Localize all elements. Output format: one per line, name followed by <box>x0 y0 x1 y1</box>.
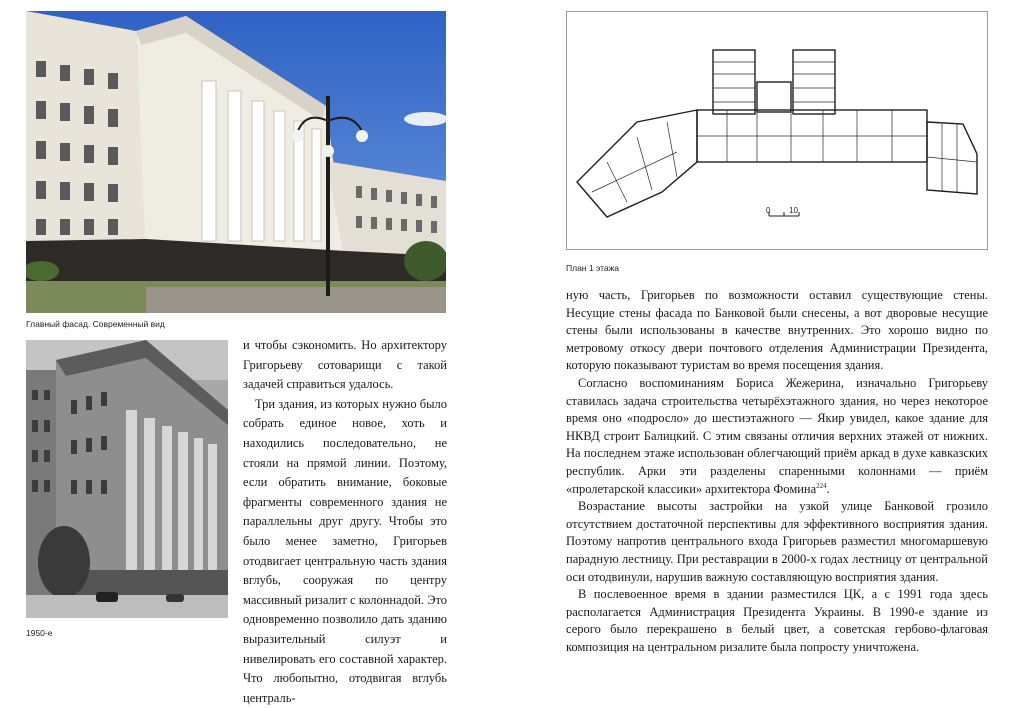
left-paragraph-2: Три здания, из которых нужно было собрать единое новое, хоть и находились последовательно, не стояли на прямой линии. Поэтому, если обратить внимание, боковые фрагменты современного здания не параллельны друг другу. Чтобы это было менее заметно, Григорьев отодвигает центральную часть здания вглубь, сооружая по центру массивный ризалит с колоннадой. Это одновременно позволило дать зданию выразительный силуэт и нивелировать его составной характер. Что любопытно, отодвигая вглубь централь- <box>243 396 447 705</box>
right-paragraph-3: Возрастание высоты застройки на узкой улице Банковой грозило отсутствием достаточной перспективы для эффективного восприятия здания. Поэтому напротив центрального входа Григорьев разместил многомаршевую парадную лестницу. При реставрации в 2000-х годах лестницу от центральной оси отодвинули, нарушив важную составляющую восприятия здания. <box>566 499 988 584</box>
main-facade-caption: Главный фасад. Современный вид <box>26 319 165 329</box>
right-paragraph-2-end: . <box>826 481 830 496</box>
right-paragraph-1: ную часть, Григорьев по возможности оставил существующие стены. Несущие стены фасада по Банковой были снесены, а вот дворовые несущие стены были использованы в качестве внутренних. Это хорошо видно по метровому откосу двери почтового отделения Администрации Президента, которую показывают туристам во время посещения здания. <box>566 288 988 373</box>
left-paragraph-1: и чтобы сэкономить. Но архитектору Григорьеву сотоварищи с такой задачей справиться удалось. <box>243 338 447 392</box>
right-paragraph-2 <box>566 375 988 498</box>
right-paragraph-2-text: Согласно воспоминаниям Бориса Жежерина, изначально Григорьеву ставилась задача строительства четырёхэтажного здания, но через некоторое время оно «подросло» до шестиэтажного — Якир увидел, какое здание для НКВД строит Балицкий. С этим связаны отличия верхних этажей от нижних. На последнем этаже использован облегчающий приём аркад в духе кавказских республик. Арки эти разделены спаренными колоннами — приём «пролетарской классики» архитектора Фомина <box>566 375 988 496</box>
plan-scale-zero: 0 <box>766 206 771 215</box>
historic-photo-caption: 1950-е <box>26 628 53 638</box>
main-facade-photo <box>26 11 446 313</box>
right-text-column <box>566 287 988 656</box>
historic-photo <box>26 340 228 618</box>
floor-plan-drawing <box>566 11 988 250</box>
plan-scale-ten: 10 <box>789 206 798 215</box>
left-text-column <box>243 336 447 708</box>
right-paragraph-4: В послевоенное время в здании разместился ЦК, а с 1991 года здесь располагается Администрация Президента Украины. В 1990-е здание из серого было перекрашено в белый цвет, а советская гербово-флаговая композиция на центральном ризалите была попросту уничтожена. <box>566 587 988 654</box>
floor-plan-caption: План 1 этажа <box>566 263 620 273</box>
footnote-marker: 224 <box>816 481 827 490</box>
